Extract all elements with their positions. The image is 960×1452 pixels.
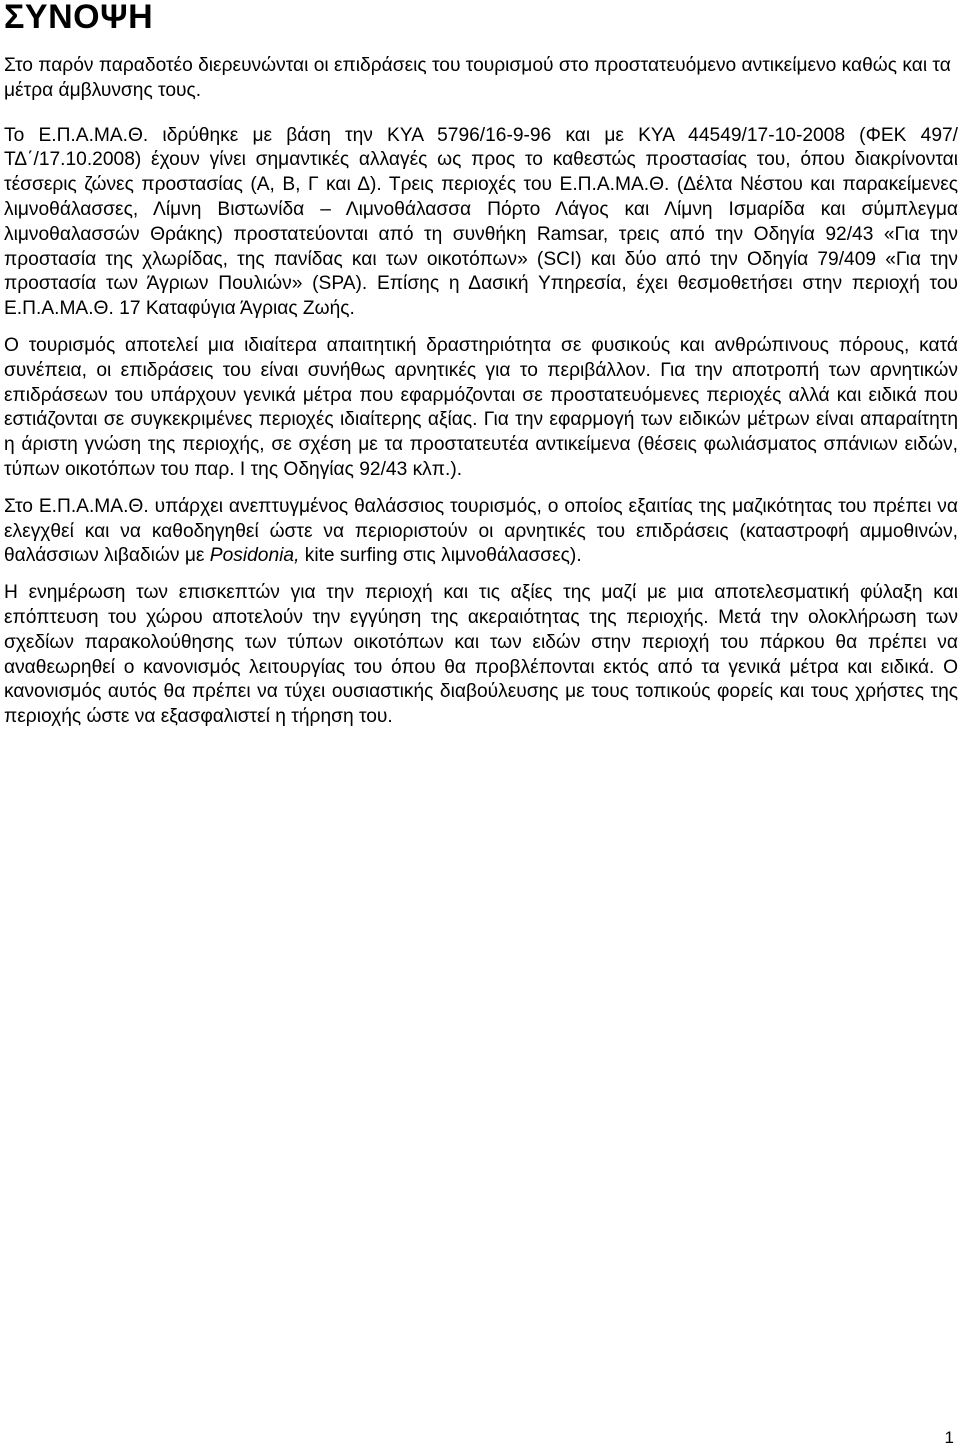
paragraph-tourism-impacts: Ο τουρισμός αποτελεί μια ιδιαίτερα απαιτητική δραστηριότητα σε φυσικούς και ανθρώπινους πόρους, κατά συνέπεια, οι επιδράσεις του είναι συνήθως αρνητικές για το περιβάλλον. Για την αποτροπή των αρνητικών επιδράσεων του υπάρχουν γενικά μέτρα που εφαρμόζονται σε προστατευόμενες περιοχές αλλά και ειδικά που εστιάζονται σε συγκεκριμένες περιοχές ιδιαίτερης αξίας. Για την εφαρμογή των ειδικών μέτρων είναι απαραίτητη η άριστη γνώση της περιοχής, σε σχέση με τα προστατευτέα αντικείμενα (θέσεις φωλιάσματος σπάνιων ειδών, τύπων οικοτόπων του παρ. Ι της Οδηγίας 92/43 κλπ.). [4, 334, 958, 480]
paragraph-marine-tourism [4, 495, 958, 569]
paragraph-protection-status: Το Ε.Π.Α.ΜΑ.Θ. ιδρύθηκε με βάση την ΚΥΑ 5796/16-9-96 και με ΚΥΑ 44549/17-10-2008 (ΦΕΚ 497/ΤΔ΄/17.10.2008) έχουν γίνει σημαντικές αλλαγές ως προς το καθεστώς προστασίας του, όπου διακρίνονται τέσσερις ζώνες προστασίας (Α, Β, Γ και Δ). Τρεις περιοχές του Ε.Π.Α.ΜΑ.Θ. (Δέλτα Νέστου και παρακείμενες λιμνοθάλασσες, Λίμνη Βιστωνίδα – Λιμνοθάλασσα Πόρτο Λάγος και Λίμνη Ισμαρίδα και σύμπλεγμα λιμνοθαλασσών Θράκης) προστατεύονται από τη συνθήκη Ramsar, τρεις από την Οδηγία 92/43 «Για την προστασία της χλωρίδας, της πανίδας και των οικοτόπων» (SCI) και δύο από την Οδηγία 79/409 «Για την προστασία των Άγριων Πουλιών» (SPA). Επίσης η Δασική Υπηρεσία, έχει θεσμοθετήσει στην περιοχή του Ε.Π.Α.ΜΑ.Θ. 17 Καταφύγια Άγριας Ζωής. [4, 124, 958, 320]
document-page [4, 0, 958, 730]
paragraph-intro: Στο παρόν παραδοτέο διερευνώνται οι επιδράσεις του τουρισμού στο προστατευόμενο αντικείμενο καθώς και τα μέτρα άμβλυνσης τους. [4, 55, 951, 101]
page-number: 1 [944, 1428, 954, 1447]
paragraph-marine-tourism-part2: kite surfing στις λιμνοθάλασσες). [299, 545, 582, 567]
paragraph-visitor-information: Η ενημέρωση των επισκεπτών για την περιοχή και τις αξίες της μαζί με μια αποτελεσματική φύλαξη και επόπτευση του χώρου αποτελούν την εγγύηση της ακεραιότητας της περιοχής. Μετά την ολοκλήρωση των σχεδίων παρακολούθησης των τύπων οικοτόπων και των ειδών στην περιοχή του πάρκου θα πρέπει να αναθεωρηθεί ο κανονισμός λειτουργίας του όπου θα προβλέπονται εκτός από τα γενικά μέτρα και ειδικά. Ο κανονισμός αυτός θα πρέπει να τύχει ουσιαστικής διαβούλευσης με τους τοπικούς φορείς και τους χρήστες της περιοχής ώστε να εξασφαλιστεί η τήρηση του. [4, 582, 958, 728]
paragraph-marine-tourism-part1: Στο Ε.Π.Α.ΜΑ.Θ. υπάρχει ανεπτυγμένος θαλάσσιος τουρισμός, ο οποίος εξαιτίας της μαζικότητας του πρέπει να ελεγχθεί και να καθοδηγηθεί ώστε να περιοριστούν οι αρνητικές του επιδράσεις (καταστροφή αμμοθινών, θαλάσσιων λιβαδιών με [4, 495, 958, 567]
document-title: ΣΥΝΟΨΗ [4, 0, 154, 36]
species-name-italic: Posidonia, [209, 545, 300, 567]
